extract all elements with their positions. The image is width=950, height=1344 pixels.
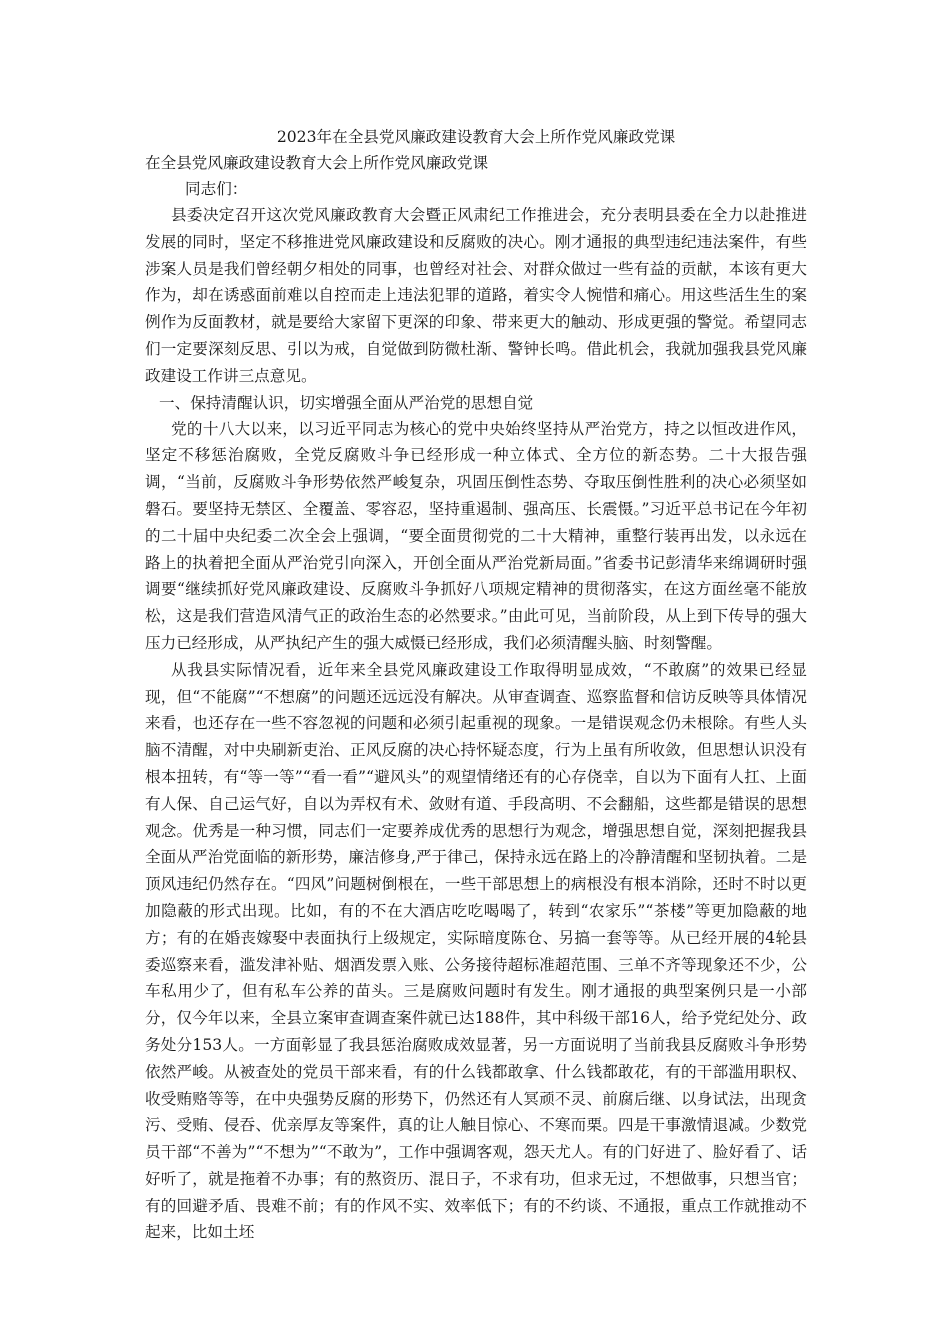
document-subtitle: 在全县党风廉政建设教育大会上所作党风廉政党课	[145, 154, 489, 172]
salutation: 同志们：	[185, 180, 248, 198]
intro-paragraph: 县委决定召开这次党风廉政教育大会暨正风肃纪工作推进会，充分表明县委在全力以赴推进发展的同时，坚定不移推进党风廉政建设和反腐败的决心。刚才通报的典型违纪违法案件，有些涉案人员是我们曾经朝夕相处的同事，也曾经对社会、对群众做过一些有益的贡献，本该有更大作为，却在诱惑面前难以自控而走上违法犯罪的道路，着实令人惋惜和痛心。用这些活生生的案例作为反面教材，就是要给大家留下更深的印象、带来更大的触动、形成更强的警觉。希望同志们一定要深刻反思、引以为戒，自觉做到防微杜渐、警钟长鸣。借此机会，我就加强我县党风廉政建设工作讲三点意见。	[145, 206, 807, 385]
document-title: 2023年在全县党风廉政建设教育大会上所作党风廉政党课	[276, 128, 676, 146]
section-1-paragraph-2: 从我县实际情况看，近年来全县党风廉政建设工作取得明显成效，“不敢腐”的效果已经显现，但“不能腐”“不想腐”的问题还远远没有解决。从审查调查、巡察监督和信访反映等具体情况来看，也还存在一些不容忽视的问题和必须引起重视的现象。一是错误观念仍未根除。有些人头脑不清醒，对中央刷新吏治、正风反腐的决心持怀疑态度，行为上虽有所收敛，但思想认识没有根本扭转，有“等一等”“看一看”“避风头”的观望情绪还有的心存侥幸，自以为下面有人扛、上面有人保、自己运气好，自以为弄权有术、敛财有道、手段高明、不会翻船，这些都是错误的思想观念。优秀是一种习惯，同志们一定要养成优秀的思想行为观念，增强思想自觉，深刻把握我县全面从严治党面临的新形势，廉洁修身,严于律己，保持永远在路上的冷静清醒和坚韧执着。二是顶风违纪仍然存在。“四风”问题树倒根在，一些干部思想上的病根没有根本消除，还时不时以更加隐蔽的形式出现。比如，有的不在大酒店吃吃喝喝了，转到“农家乐”“茶楼”等更加隐蔽的地方；有的在婚丧嫁娶中表面执行上级规定，实际暗度陈仓、另搞一套等等。从已经开展的4轮县委巡察来看，滥发津补贴、烟酒发票入账、公务接待超标准超范围、三单不齐等现象还不少，公车私用少了，但有私车公养的苗头。三是腐败问题时有发生。刚才通报的典型案例只是一小部分，仅今年以来，全县立案审查调查案件就已达188件，其中科级干部16人，给予党纪处分、政务处分153人。一方面彰显了我县惩治腐败成效显著，另一方面说明了当前我县反腐败斗争形势依然严峻。从被查处的党员干部来看，有的什么钱都敢拿、什么钱都敢花，有的干部滥用职权、收受贿赂等等，在中央强势反腐的形势下，仍然还有人冥顽不灵、前腐后继、以身试法，出现贪污、受贿、侵吞、优亲厚友等案件，真的让人触目惊心、不寒而栗。四是干事激情退减。少数党员干部“不善为”“不想为”“不敢为”，工作中强调客观，怨天尤人。有的门好进了、脸好看了、话好听了，就是拖着不办事；有的熬资历、混日子，不求有功，但求无过，不想做事，只想当官；有的回避矛盾、畏难不前；有的作风不实、效率低下；有的不约谈、不通报，重点工作就推动不起来，比如土坯	[145, 660, 807, 1242]
section-1-paragraph-1: 党的十八大以来，以习近平同志为核心的党中央始终坚持从严治党方，持之以恒改进作风，坚定不移惩治腐败，全党反腐败斗争已经形成一种立体式、全方位的新态势。二十大报告强调，“当前，反腐败斗争形势依然严峻复杂，巩固压倒性态势、夺取压倒性胜利的决心必须坚如磐石。要坚持无禁区、全覆盖、零容忍，坚持重遏制、强高压、长震慑。”习近平总书记在今年初的二十届中央纪委二次全会上强调，“要全面贯彻党的二十大精神，重整行装再出发，以永远在路上的执着把全面从严治党引向深入，开创全面从严治党新局面。”省委书记彭清华来绵调研时强调要“继续抓好党风廉政建设、反腐败斗争抓好八项规定精神的贯彻落实，在这方面丝毫不能放松，这是我们营造风清气正的政治生态的必然要求。”由此可见，当前阶段，从上到下传导的强大压力已经形成，从严执纪产生的强大威慑已经形成，我们必须清醒头脑、时刻警醒。	[145, 419, 807, 652]
document-body	[145, 124, 807, 1246]
section-heading-1: 一、保持清醒认识，切实增强全面从严治党的思想自觉	[159, 393, 534, 412]
